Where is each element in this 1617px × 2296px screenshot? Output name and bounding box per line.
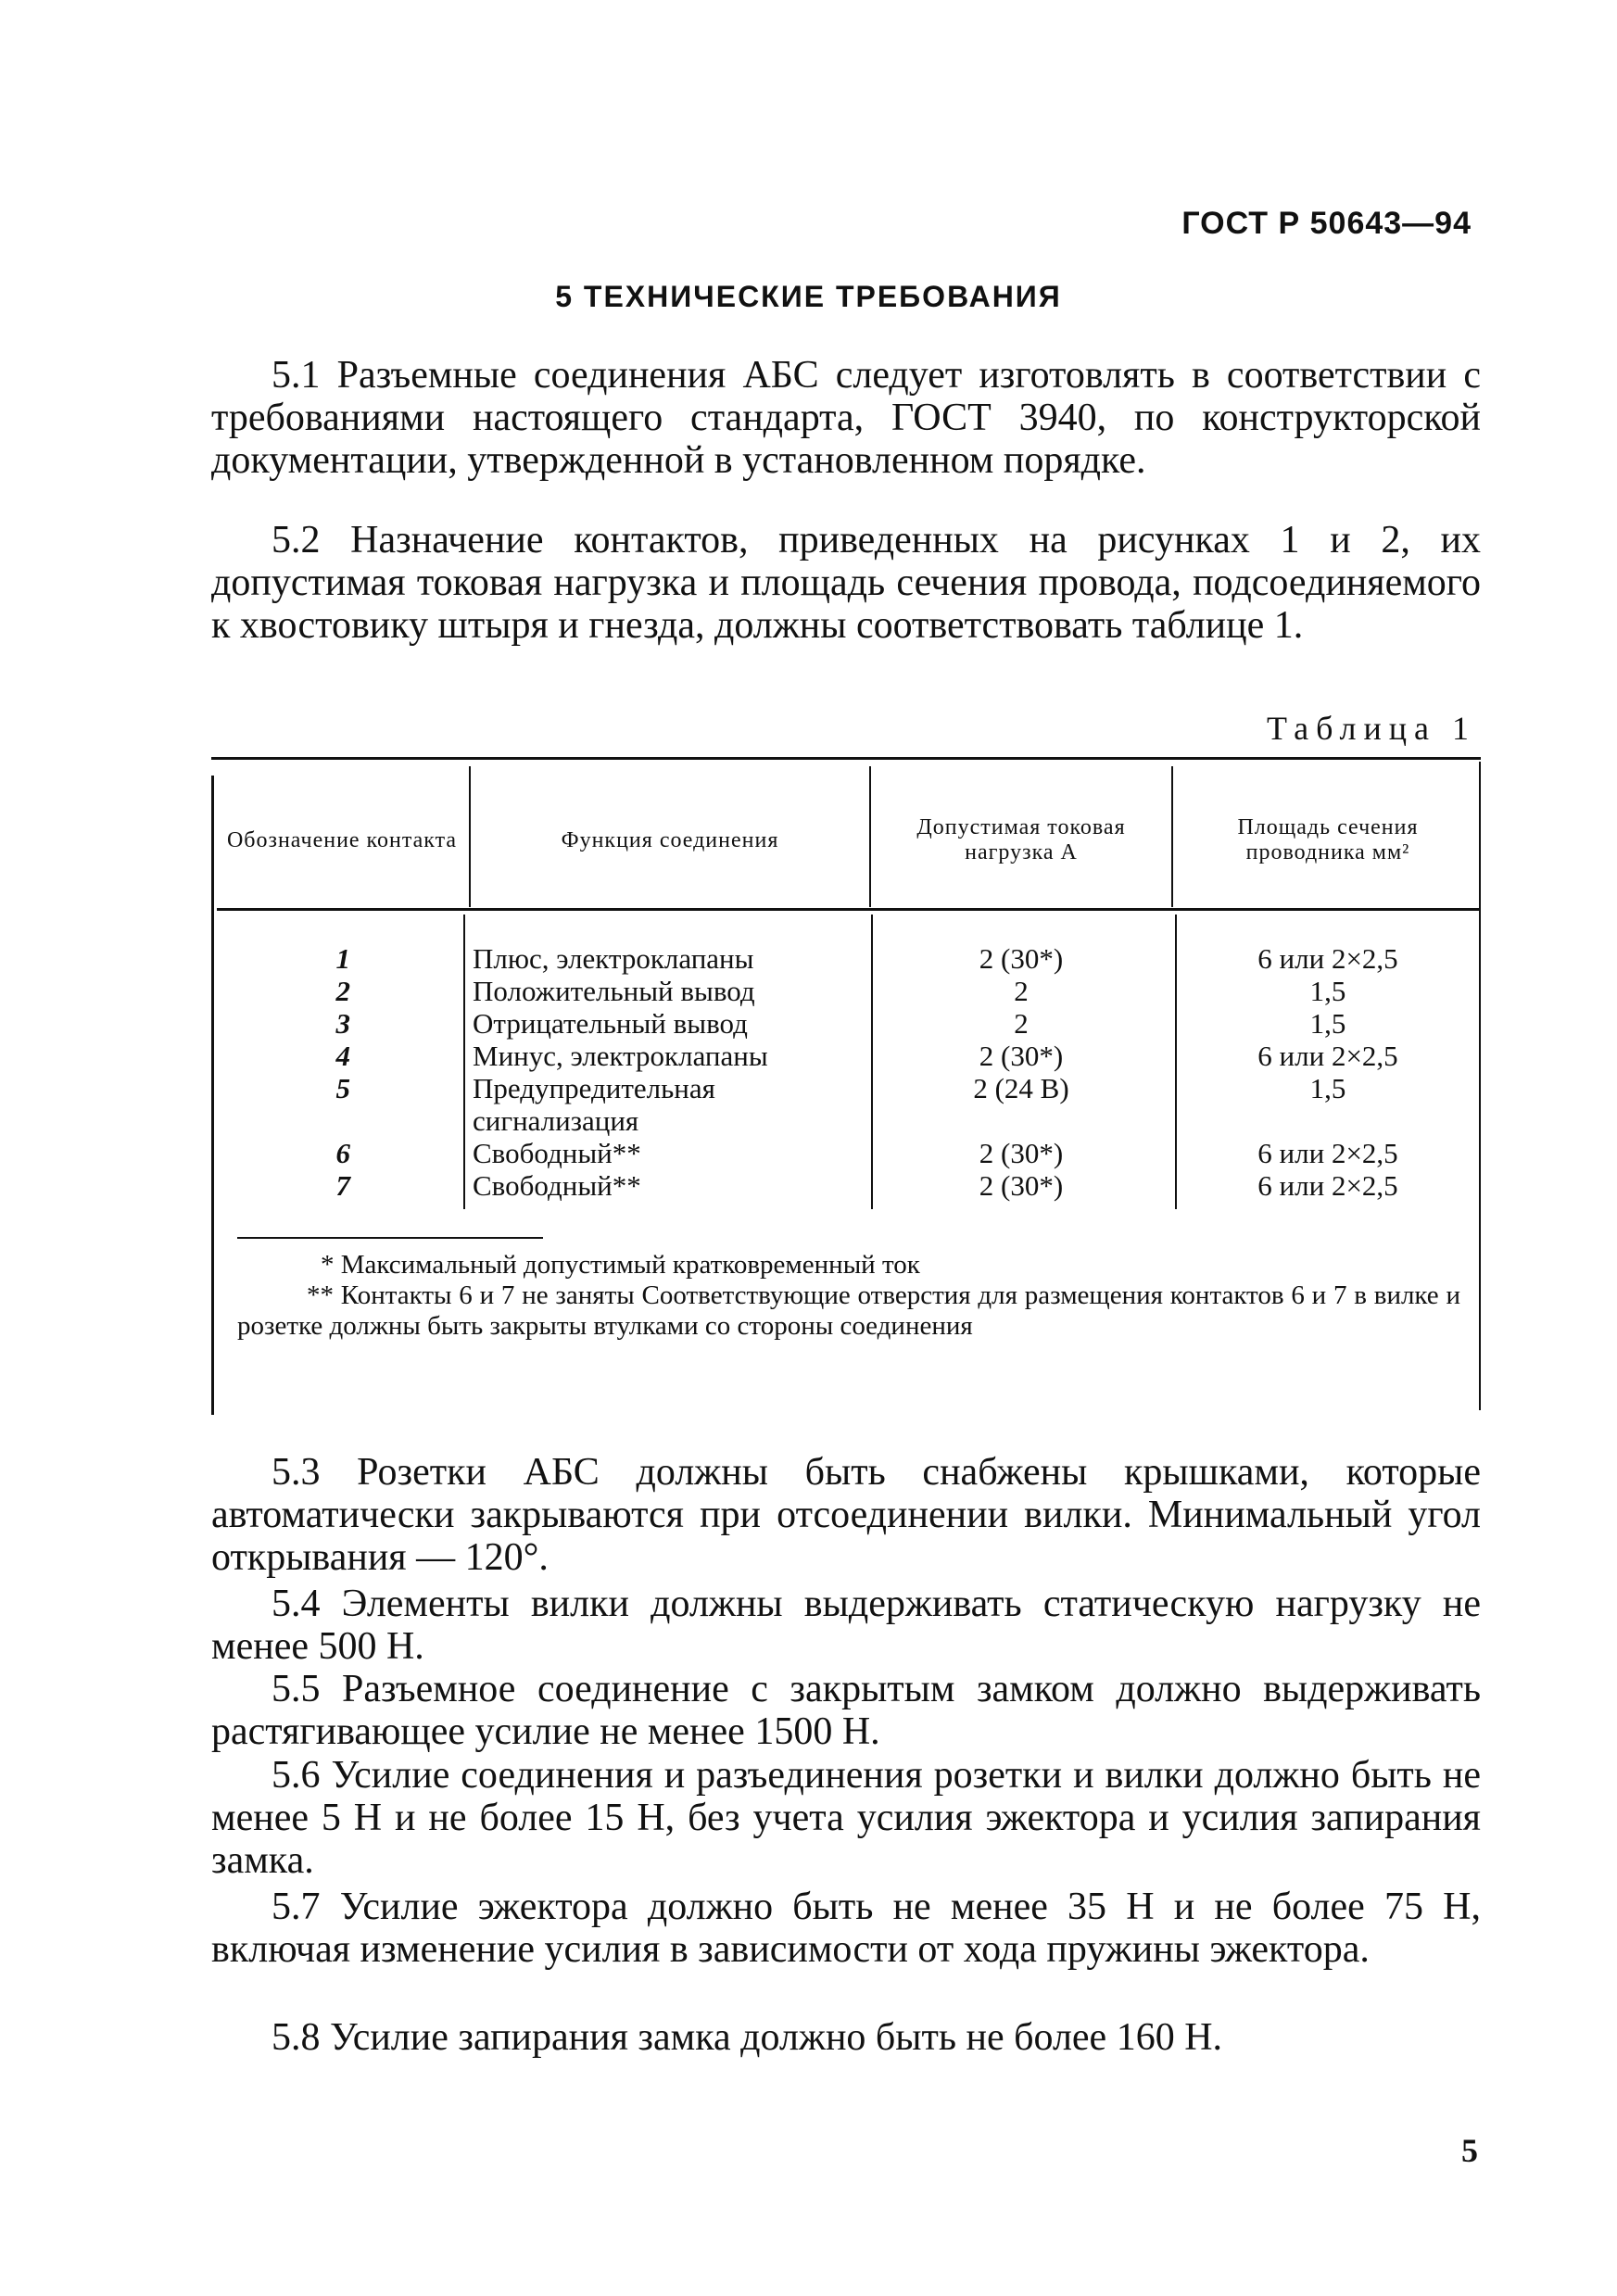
contacts-table (211, 757, 1481, 1415)
table-row (211, 1169, 1481, 1202)
paragraph-5-5: 5.5 Разъемное соединение с закрытым замком должно выдерживать растягивающее усилие не менее 1500 Н. (211, 1668, 1481, 1753)
contact-number: 3 (335, 1007, 350, 1040)
header-connection-function: Функция соединения (561, 827, 779, 852)
paragraph-5-2: 5.2 Назначение контактов, приведенных на рисунках 1 и 2, их допустимая токовая нагрузка и площадь сечения провода, подсоединяемого к хвостовику штыря и гнезда, должны соответствовать таблице 1. (211, 519, 1481, 647)
contact-number: 6 (335, 1137, 350, 1169)
header-current-load: Допустимая токовая нагрузка А (916, 815, 1126, 864)
table-row (211, 1137, 1481, 1169)
table-divider (469, 766, 471, 907)
table-note-1: * Максимальный допустимый кратковременный ток (321, 1250, 920, 1280)
contact-wire-section: 1,5 (1309, 1007, 1346, 1040)
paragraph-5-1: 5.1 Разъемные соединения АБС следует изготовлять в соответствии с требованиями настоящего стандарта, ГОСТ 3940, по конструкторской документации, утвержденной в установленном порядке. (211, 354, 1481, 482)
contact-current-load: 2 (30*) (979, 1137, 1064, 1169)
contact-number: 5 (335, 1072, 350, 1104)
contact-function: Отрицательный вывод (473, 1007, 748, 1040)
notes-separator (237, 1237, 543, 1239)
contact-current-load: 2 (24 В) (973, 1072, 1069, 1104)
table-note-2: ** Контакты 6 и 7 не заняты Соответствующие отверстия для размещения контактов 6 и 7 в вилке и розетке должны быть закрыты втулками со стороны соединения (237, 1280, 1460, 1341)
paragraph-5-7: 5.7 Усилие эжектора должно быть не менее 35 Н и не более 75 Н, включая изменение усилия в зависимости от хода пружины эжектора. (211, 1886, 1481, 1971)
paragraph-5-3: 5.3 Розетки АБС должны быть снабжены крышками, которые автоматически закрываются при отсоединении вилки. Минимальный угол открывания — 120°. (211, 1451, 1481, 1579)
contact-current-load: 2 (30*) (979, 1169, 1064, 1202)
table-row (211, 942, 1481, 975)
table-row (211, 1040, 1481, 1072)
header-wire-section: Площадь сечения проводника мм² (1237, 815, 1419, 864)
contact-wire-section: 1,5 (1309, 975, 1346, 1007)
table-top-rule (211, 757, 1481, 760)
contact-wire-section: 6 или 2×2,5 (1257, 1137, 1398, 1169)
table-divider (869, 766, 871, 907)
contact-function: Плюс, электроклапаны (473, 942, 754, 975)
contact-number: 4 (335, 1040, 350, 1072)
table-notes (237, 1250, 1460, 1342)
table-divider (1171, 766, 1173, 907)
contact-function: Положительный вывод (473, 975, 755, 1007)
contact-current-load: 2 (1014, 1007, 1029, 1040)
paragraph-5-8: 5.8 Усилие запирания замка должно быть не более 160 Н. (272, 2016, 1223, 2059)
contact-current-load: 2 (30*) (979, 942, 1064, 975)
contact-number: 7 (335, 1169, 350, 1202)
contact-function: Минус, электроклапаны (473, 1040, 768, 1072)
document-code: ГОСТ Р 50643—94 (1181, 206, 1472, 241)
paragraph-5-6: 5.6 Усилие соединения и разъединения розетки и вилки должно быть не менее 5 Н и не более 15 Н, без учета усилия эжектора и усилия запирания замка. (211, 1754, 1481, 1882)
contact-current-load: 2 (30*) (979, 1040, 1064, 1072)
header-contact-designation: Обозначение контакта (226, 827, 458, 852)
contact-wire-section: 1,5 (1309, 1072, 1346, 1104)
contact-wire-section: 6 или 2×2,5 (1257, 942, 1398, 975)
table-row (211, 975, 1481, 1007)
contact-function: Предупредительная сигнализация (473, 1072, 715, 1137)
contact-wire-section: 6 или 2×2,5 (1257, 1169, 1398, 1202)
page-number: 5 (1461, 2132, 1478, 2169)
table-row (211, 1007, 1481, 1040)
contact-function: Свободный** (473, 1137, 641, 1169)
contact-number: 1 (335, 942, 350, 975)
contact-wire-section: 6 или 2×2,5 (1257, 1040, 1398, 1072)
table-body (211, 942, 1481, 1202)
contact-number: 2 (335, 975, 350, 1007)
table-row (211, 1072, 1481, 1137)
table-caption: Таблица 1 (1267, 710, 1476, 747)
section-title: 5 ТЕХНИЧЕСКИЕ ТРЕБОВАНИЯ (555, 280, 1062, 313)
contact-function: Свободный** (473, 1169, 641, 1202)
contact-current-load: 2 (1014, 975, 1029, 1007)
paragraph-5-4: 5.4 Элементы вилки должны выдерживать статическую нагрузку не менее 500 Н. (211, 1583, 1481, 1668)
table-header-rule (217, 908, 1481, 911)
